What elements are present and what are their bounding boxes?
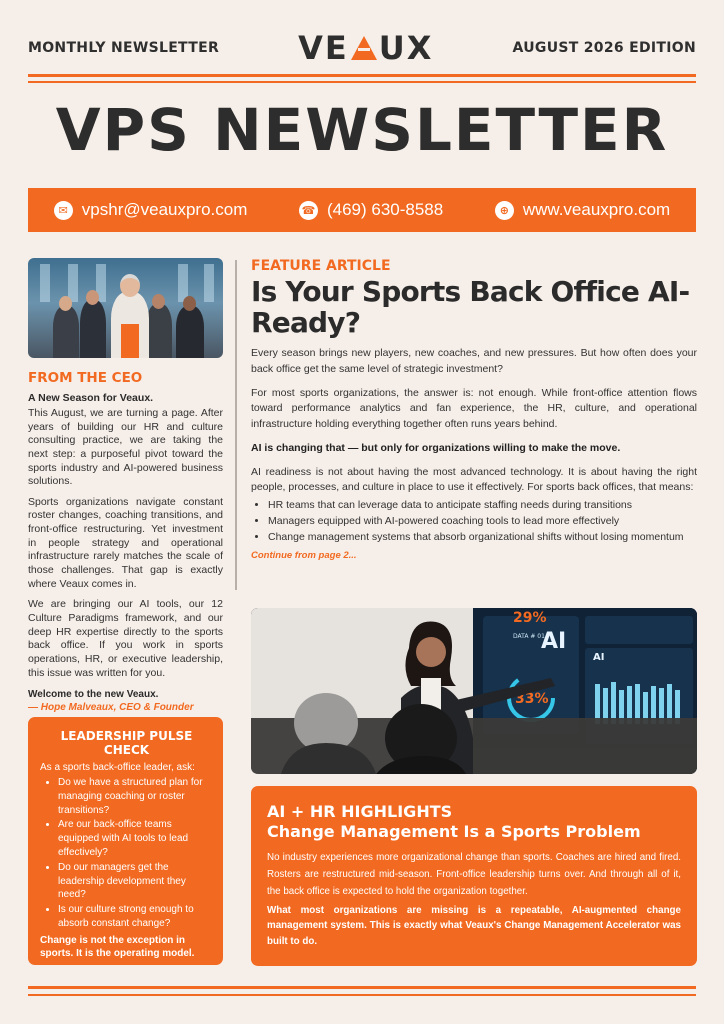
pulse-item: • Are our back-office teams equipped with AI tools to lead effectively? (58, 818, 213, 859)
pulse-item: • Do we have a structured plan for managing coaching or roster transitions? (58, 776, 213, 817)
highlights-box (251, 786, 697, 966)
screen-percent-bottom: 33% (515, 691, 549, 707)
footer-rule-bottom (28, 994, 696, 996)
screen-data-label: DATA # 01 (513, 633, 545, 640)
feature-body (251, 346, 697, 564)
ceo-paragraph-2: Sports organizations navigate constant roster changes, coaching transitions, and front-office restructuring. Yet investment in people strategy and operational infrastructure rarely matches the scale of those challenges. That gap is exactly where Veaux comes in. (28, 495, 223, 590)
website-contact[interactable] (495, 200, 670, 220)
ceo-heading: FROM THE CEO (28, 370, 143, 386)
screen-ai-label: AI (541, 629, 567, 654)
pulse-item: • Is our culture strong enough to absorb constant change? (58, 903, 213, 931)
feature-bullets (251, 498, 697, 545)
highlights-paragraph-2: What most organizations are missing is a repeatable, AI-augmented change management system. This is exactly what Veaux's Change Management Accelerator was built to do. (267, 904, 681, 948)
highlights-title: Change Management Is a Sports Problem (267, 822, 641, 841)
ceo-paragraph-3: We are bringing our AI tools, our 12 Culture Paradigms framework, and our deep HR expertise directly to the sports back office. If you work in sports operations, HR, or executive leadership, this issue was written for you. (28, 598, 223, 679)
footer-rule-top (28, 986, 696, 989)
highlights-kicker: AI + HR HIGHLIGHTS (267, 802, 453, 821)
header-rule-bottom (28, 81, 696, 83)
pulse-heading: LEADERSHIP PULSE CHECK (60, 729, 193, 757)
edition-label: AUGUST 2026 EDITION (512, 40, 696, 56)
monthly-newsletter-label: MONTHLY NEWSLETTER (28, 40, 220, 56)
phone-text: (469) 630-8588 (326, 200, 444, 219)
leadership-pulse-box (28, 717, 223, 965)
highlights-paragraph-1: No industry experiences more organizational change than sports. Coaches are hired and fired. Rosters are restructured mid-season. Front-office leadership turns over. And through all of it, the back office is expected to hold the organization together. (267, 852, 681, 897)
masthead-bar (28, 28, 696, 68)
ceo-paragraph-1: This August, we are turning a page. After years of building our HR and culture consulting practice, we are taking the next step: a purposeful pivot toward the sports industry and AI-powered business solutions. (28, 407, 223, 488)
presentation-illustration (251, 608, 697, 774)
feature-title: Is Your Sports Back Office AI-Ready? (251, 275, 690, 340)
ceo-welcome: Welcome to the new Veaux. (28, 689, 159, 701)
header-rule-top (28, 74, 696, 77)
feature-bullet: • Change management systems that absorb organizational shifts without losing momentum (268, 530, 697, 546)
email-text: vpshr@veauxpro.com (81, 200, 248, 219)
feature-label: FEATURE ARTICLE (251, 258, 391, 274)
email-icon: ✉ (54, 201, 73, 220)
presentation-photo (251, 608, 697, 774)
logo-triangle-icon (351, 36, 377, 60)
veaux-logo[interactable] (298, 29, 433, 67)
feature-callout: AI is changing that — but only for organizations willing to make the move. (251, 441, 621, 454)
left-column (28, 258, 223, 713)
ceo-letter (28, 392, 223, 713)
team-photo (28, 258, 223, 358)
feature-paragraph-1: Every season brings new players, new coaches, and new pressures. But how often does your back office get the same level of strategic investment? (251, 347, 697, 375)
pulse-list (40, 776, 213, 931)
pulse-intro: As a sports back-office leader, ask: (40, 762, 195, 773)
screen-percent-top: 29% (513, 610, 547, 626)
feature-bullet: • Managers equipped with AI-powered coaching tools to lead more effectively (268, 514, 697, 530)
feature-bullet: • HR teams that can leverage data to anticipate staffing needs during transitions (268, 498, 697, 514)
feature-paragraph-2: For most sports organizations, the answer is: not enough. While front-office attention flows toward performance analytics and fan experience, the HR, culture, and operational infrastructure holding everything together often runs years behind. (251, 386, 697, 431)
email-contact[interactable] (54, 200, 248, 220)
ceo-signature: — Hope Malveaux, CEO & Founder (28, 702, 194, 714)
phone-contact[interactable] (299, 200, 443, 220)
logo-text-right: UX (378, 29, 434, 67)
column-divider (235, 260, 237, 590)
feature-paragraph-4: AI readiness is not about having the most advanced technology. It is about having the right people, processes, and culture in place to use it effectively. For sports back offices, that means: (251, 465, 697, 494)
ceo-subheading: A New Season for Veaux. (28, 392, 154, 404)
globe-icon: ⊕ (495, 201, 514, 220)
screen-small-label: AI (593, 652, 605, 663)
contact-bar (28, 188, 696, 232)
pulse-item: • Do our managers get the leadership development they need? (58, 861, 213, 902)
pulse-closing: Change is not the exception in sports. It is the operating model. (40, 934, 195, 959)
feature-article (251, 258, 697, 564)
website-text: www.veauxpro.com (522, 200, 671, 219)
continue-link[interactable]: Continue from page 2... (251, 550, 357, 562)
newsletter-title: VPS NEWSLETTER (55, 96, 669, 164)
logo-text-left: VE (298, 29, 349, 67)
phone-icon: ☎ (299, 201, 318, 220)
